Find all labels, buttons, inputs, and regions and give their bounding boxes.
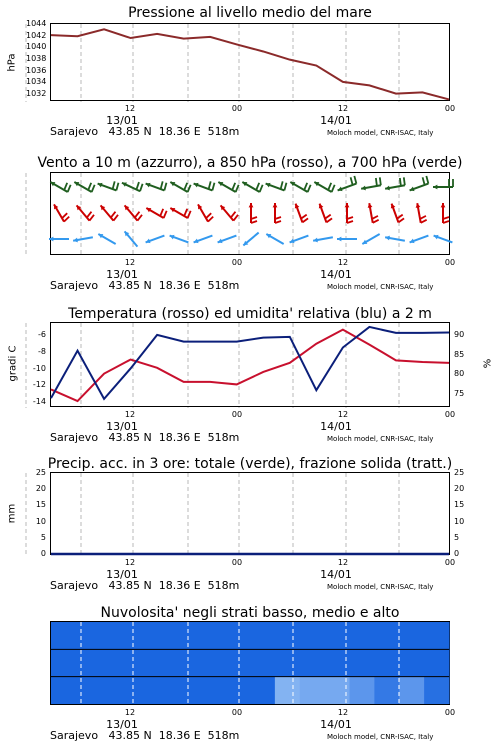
- p3-svg: [51, 323, 449, 406]
- precip-ytick-label-right: 25: [454, 468, 465, 477]
- temp-title: Temperatura (rosso) ed umidita' relativa (blu) a 2 m: [68, 306, 432, 322]
- wind-arrow: [218, 182, 238, 192]
- wind-arrow: [337, 237, 357, 242]
- wind-arrow: [314, 182, 334, 192]
- cloud-cell: [399, 622, 424, 649]
- wind-arrow: [54, 204, 69, 221]
- wind-arrow: [146, 236, 165, 244]
- cloud-cell: [424, 622, 449, 649]
- cloud-cell: [424, 677, 449, 704]
- cloud-cell: [300, 649, 325, 676]
- wind-arrow: [101, 205, 118, 220]
- precip-ytick-label-right: 5: [454, 532, 460, 542]
- model-credit: Moloch model, CNR-ISAC, Italy: [327, 283, 434, 291]
- hour-tick-label: 00: [444, 258, 456, 267]
- hour-tick-label: 00: [231, 558, 243, 567]
- wind-arrow: [249, 203, 257, 223]
- cloud-cell: [51, 677, 76, 704]
- wind-arrow: [146, 208, 166, 218]
- date-tick-label: 14/01: [320, 114, 352, 127]
- wind-arrow: [125, 231, 138, 246]
- pressure-ytick-label: 1032: [26, 89, 47, 99]
- precip-ylabel: mm: [6, 503, 18, 524]
- precip-ytick-label-right: 0: [454, 549, 460, 558]
- precip-title: Precip. acc. in 3 ore: totale (verde), frazione solida (tratt.): [47, 456, 453, 472]
- hour-tick-label: 12: [337, 104, 349, 113]
- wind-arrow: [243, 233, 258, 246]
- precip-ytick-label: 0: [40, 549, 46, 558]
- p4-svg: [51, 473, 449, 554]
- wind-arrow: [368, 203, 379, 223]
- wind-arrow: [146, 181, 167, 190]
- cloud-cell: [76, 649, 101, 676]
- hour-tick-label: 12: [124, 410, 136, 419]
- cloud-cell: [126, 649, 151, 676]
- cloud-cell: [374, 622, 399, 649]
- wind-arrow: [313, 237, 333, 242]
- pressure-ytick-label: 1036: [26, 65, 47, 75]
- hour-tick-label: 00: [444, 104, 456, 113]
- date-tick-label: 13/01: [106, 568, 138, 581]
- wind-plot: [50, 172, 450, 255]
- temp-ytick-label: -8: [38, 347, 46, 357]
- cloud-cell: [126, 677, 151, 704]
- humidity-ytick-label: 75: [454, 389, 465, 399]
- cloud-cell: [151, 649, 176, 676]
- cloud-cell: [101, 677, 126, 704]
- wind-arrow: [385, 177, 405, 190]
- station-info: Sarajevo 43.85 N 18.36 E 518m: [50, 729, 240, 742]
- precip-ytick-label-right: 10: [454, 516, 465, 526]
- hour-tick-label: 00: [444, 558, 456, 567]
- wind-arrow: [194, 181, 215, 190]
- hour-tick-label: 12: [124, 104, 136, 113]
- cloud-cell: [275, 649, 300, 676]
- wind-arrow: [295, 204, 308, 223]
- wind-arrow: [221, 205, 238, 220]
- wind-arrow: [218, 236, 237, 244]
- p1-svg: [51, 24, 449, 100]
- wind-arrow: [74, 182, 94, 192]
- wind-arrow: [385, 236, 405, 241]
- wind-arrow: [319, 204, 332, 223]
- wind-arrow: [416, 203, 427, 223]
- p2-svg: [51, 173, 449, 254]
- temp-ytick-label: -14: [32, 396, 46, 406]
- hour-tick-label: 00: [444, 410, 456, 419]
- cloud-cell: [350, 677, 375, 704]
- wind-arrow: [345, 203, 353, 223]
- cloud-cell: [200, 677, 225, 704]
- wind-arrow: [198, 204, 213, 221]
- pressure-ytick-label: 1044: [26, 19, 47, 28]
- cloud-cells: [51, 622, 450, 704]
- model-credit: Moloch model, CNR-ISAC, Italy: [327, 733, 434, 741]
- cloud-cell: [374, 649, 399, 676]
- precip-ytick-label: 20: [35, 484, 46, 494]
- p5-svg: [51, 622, 449, 704]
- cloud-cell: [225, 649, 250, 676]
- cloud-cell: [250, 622, 275, 649]
- cloud-cell: [374, 677, 399, 704]
- temp-ytick-label: -12: [32, 380, 46, 390]
- hour-tick-label: 12: [124, 558, 136, 567]
- date-tick-label: 13/01: [106, 268, 138, 281]
- wind-arrow: [441, 203, 449, 223]
- wind-arrow: [170, 235, 189, 243]
- cloud-cell: [275, 622, 300, 649]
- pressure-ytick-label: 1042: [26, 30, 47, 40]
- cloud-title: Nuvolosita' negli strati basso, medio e alto: [100, 605, 400, 621]
- station-info: Sarajevo 43.85 N 18.36 E 518m: [50, 279, 240, 292]
- hour-tick-label: 00: [231, 708, 243, 717]
- cloud-cell: [200, 622, 225, 649]
- cloud-cell: [126, 622, 151, 649]
- wind-arrow: [434, 235, 453, 243]
- date-tick-label: 14/01: [320, 268, 352, 281]
- model-credit: Moloch model, CNR-ISAC, Italy: [327, 583, 434, 591]
- humidity-ytick-label: 90: [454, 329, 465, 339]
- model-credit: Moloch model, CNR-ISAC, Italy: [327, 435, 434, 443]
- pressure-ylabel: hPa: [6, 53, 18, 72]
- temp-ylabel: gradi C: [7, 345, 19, 382]
- wind-arrow: [361, 177, 381, 190]
- date-tick-label: 14/01: [320, 568, 352, 581]
- hour-tick-label: 00: [231, 258, 243, 267]
- station-info: Sarajevo 43.85 N 18.36 E 518m: [50, 431, 240, 444]
- temp-ytick-label: -6: [38, 330, 46, 340]
- wind-arrow: [391, 204, 404, 223]
- precip-ytick-label-right: 15: [454, 500, 465, 510]
- date-tick-label: 14/01: [320, 718, 352, 731]
- wind-arrow: [410, 236, 429, 244]
- wind-arrow: [73, 237, 93, 242]
- cloud-cell: [225, 622, 250, 649]
- hour-tick-label: 00: [231, 410, 243, 419]
- station-info: Sarajevo 43.85 N 18.36 E 518m: [50, 579, 240, 592]
- precip-ytick-label: 10: [35, 516, 46, 526]
- station-info: Sarajevo 43.85 N 18.36 E 518m: [50, 125, 240, 138]
- wind-title: Vento a 10 m (azzurro), a 850 hPa (rosso), a 700 hPa (verde): [37, 155, 463, 171]
- cloud-cell: [275, 677, 300, 704]
- date-tick-label: 13/01: [106, 420, 138, 433]
- cloud-cell: [76, 677, 101, 704]
- precip-ytick-label: 5: [40, 532, 46, 542]
- wind-arrow: [50, 182, 70, 192]
- date-tick-label: 13/01: [106, 114, 138, 127]
- wind-arrow: [170, 208, 190, 218]
- hour-tick-label: 12: [337, 708, 349, 717]
- humidity-ytick-label: 85: [454, 349, 465, 359]
- hour-tick-label: 12: [124, 708, 136, 717]
- cloud-cell: [300, 677, 325, 704]
- wind-arrow: [290, 236, 309, 244]
- hour-tick-label: 00: [231, 104, 243, 113]
- humidity-ylabel: %: [482, 358, 494, 369]
- cloud-cell: [250, 677, 275, 704]
- cloud-cell: [151, 622, 176, 649]
- wind-arrow: [77, 205, 94, 220]
- wind-arrow: [122, 182, 143, 191]
- hour-tick-label: 12: [337, 558, 349, 567]
- cloud-cell: [151, 677, 176, 704]
- wind-arrow: [98, 181, 119, 190]
- cloud-cell: [76, 622, 101, 649]
- pressure-plot: [50, 23, 450, 101]
- temp-humidity-plot: [50, 322, 450, 407]
- pressure-title: Pressione al livello medio del mare: [128, 5, 372, 21]
- wind-arrow: [273, 203, 281, 223]
- cloud-plot: [50, 621, 450, 705]
- hour-tick-label: 12: [337, 258, 349, 267]
- cloud-cell: [424, 649, 449, 676]
- pressure-ytick-label: 1034: [26, 77, 47, 87]
- humidity-line: [51, 327, 449, 399]
- pressure-line: [51, 29, 449, 99]
- pressure-ytick-label: 1038: [26, 54, 47, 64]
- cloud-cell: [399, 677, 424, 704]
- date-tick-label: 14/01: [320, 420, 352, 433]
- wind-arrow: [433, 179, 453, 189]
- cloud-cell: [101, 622, 126, 649]
- cloud-cell: [101, 649, 126, 676]
- temp-ytick-label: -10: [32, 363, 46, 373]
- model-credit: Moloch model, CNR-ISAC, Italy: [327, 129, 434, 137]
- cloud-cell: [300, 622, 325, 649]
- wind-arrow: [362, 234, 379, 244]
- wind-arrow: [410, 176, 429, 191]
- cloud-cell: [399, 649, 424, 676]
- wind-arrow: [338, 176, 357, 191]
- precip-ytick-label: 15: [35, 500, 46, 510]
- cloud-cell: [51, 649, 76, 676]
- cloud-cell: [250, 649, 275, 676]
- wind-arrow: [98, 234, 115, 244]
- hour-tick-label: 00: [444, 708, 456, 717]
- cloud-cell: [350, 649, 375, 676]
- cloud-cell: [200, 649, 225, 676]
- cloud-cell: [225, 677, 250, 704]
- wind-arrow: [194, 236, 213, 244]
- wind-arrow: [266, 181, 287, 190]
- precip-ytick-label: 25: [35, 468, 46, 477]
- wind-arrow: [49, 237, 69, 242]
- precip-ytick-label-right: 20: [454, 484, 465, 494]
- precip-plot: [50, 472, 450, 555]
- humidity-ytick-label: 80: [454, 369, 465, 379]
- hour-tick-label: 12: [124, 258, 136, 267]
- cloud-cell: [51, 622, 76, 649]
- wind-arrow: [266, 234, 283, 244]
- cloud-cell: [350, 622, 375, 649]
- pressure-ytick-label: 1040: [26, 42, 47, 52]
- date-tick-label: 13/01: [106, 718, 138, 731]
- wind-arrow: [242, 182, 262, 192]
- hour-tick-label: 12: [337, 410, 349, 419]
